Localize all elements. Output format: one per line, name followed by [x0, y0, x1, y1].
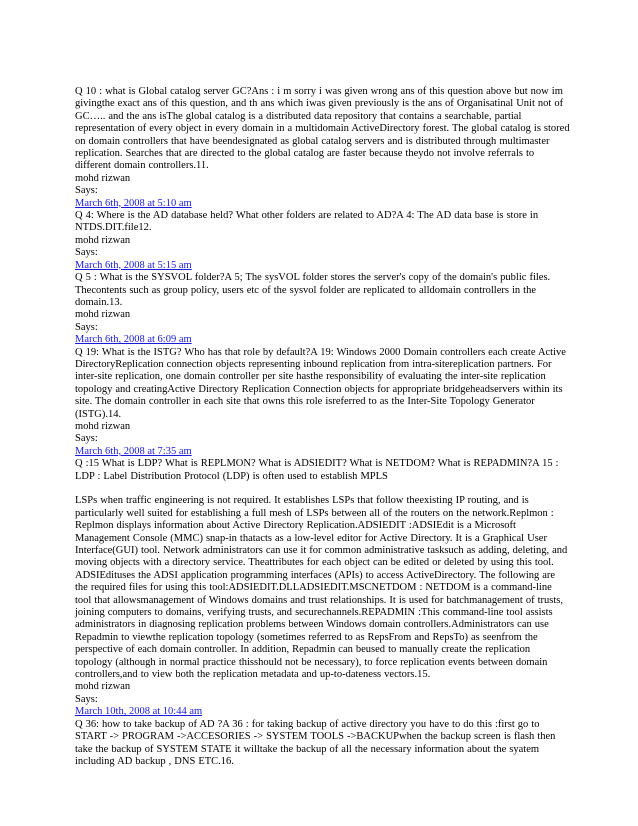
comment-date-link[interactable]: March 6th, 2008 at 5:10 am — [75, 197, 192, 209]
entry-q19 — [75, 347, 570, 459]
comment-date-link[interactable]: March 6th, 2008 at 5:15 am — [75, 259, 192, 271]
entry-q5 — [75, 272, 570, 346]
paragraph-gap — [75, 483, 570, 495]
entry-q15 — [75, 458, 570, 719]
says-label: Says: — [75, 693, 98, 705]
comment-date-link[interactable]: March 6th, 2008 at 7:35 am — [75, 445, 192, 457]
says-label: Says: — [75, 185, 98, 197]
author-name: mohd rizwan — [75, 420, 131, 432]
entry-text: Q 19: What is the ISTG? Who has that role by default?A 19: Windows 2000 Domain controllers each create Active DirectoryReplication connection objects representing inbound replication from intra-sitereplication partners. For inter-site replication, one domain controller per site hasthe responsibility of evaluating the inter-site replication topology and creatingActive Directory Replication Connection objects for appropriate bridgeheadservers within its site. The domain controller in each site that owns this role isreferred to as the Inter-Site Topology Generator (ISTG).14. — [75, 346, 566, 420]
comment-date-link[interactable]: March 6th, 2008 at 6:09 am — [75, 334, 192, 346]
entry-q4 — [75, 210, 570, 272]
author-name: mohd rizwan — [75, 172, 131, 184]
entry-text: Q 5 : What is the SYSVOL folder?A 5; The sysVOL folder stores the server's copy of the domain's public files. Thecontents such as group policy, users etc of the sysvol folder are replicated to alldomain controllers in the domain.13. — [75, 272, 551, 308]
entry-text: Q 4: Where is the AD database held? What other folders are related to AD?A 4: The AD data base is store in NTDS.DIT.file12. — [75, 210, 539, 234]
entry-text: LSPs when traffic engineering is not required. It establishes LSPs that follow theexisting IP routing, and is particularly well suited for establishing a full mesh of LSPs between all of the routers on the network.Replmon : Replmon displays information about Active Directory Replication.ADSIEDIT :ADSIEdit is a Microsoft Management Console (MMC) snap-in thatacts as a low-level editor for Active Directory. It is a Graphical User Interface(GUI) tool. Network administrators can use it for common administrative tasksuch as adding, deleting, and moving objects with a directory service. Theattributes for each object can be edited or deleted by using this tool. ADSIEdituses the ADSI application programming interfaces (APIs) to access ActiveDirectory. The following are the required files for using this tool:ADSIEDIT.DLLADSIEDIT.MSCNETDOM : NETDOM is a command-line tool that allowsmanagement of Windows domains and trust relationships. It is used for batchmanagement of trusts, joining computers to domains, verifying trusts, and securechannels.REPADMIN :This command-line tool assists administrators in diagnosing replication problems between Windows domain controllers.Administrators can use Repadmin to viewthe replication topology (sometimes referred to as RepsFrom and RepsTo) as seenfrom the perspective of each domain controller. In addition, Repadmin can beused to manually create the replication topology (although in normal practice thisshould not be necessary), to force replication events between domain controllers,and to view both the replication metadata and up-to-dateness vectors.15. — [75, 495, 568, 681]
entry-text: Q :15 What is LDP? What is REPLMON? What is ADSIEDIT? What is NETDOM? What is REPADMIN?A 15 : LDP : Label Distribution Protocol (LDP) is often used to establish MPLS — [75, 458, 559, 482]
says-label: Says: — [75, 247, 98, 259]
says-label: Says: — [75, 433, 98, 445]
entry-q10 — [75, 86, 570, 210]
entry-q36 — [75, 719, 570, 769]
comment-date-link[interactable]: March 10th, 2008 at 10:44 am — [75, 706, 203, 718]
says-label: Says: — [75, 321, 98, 333]
entry-text: Q 10 : what is Global catalog server GC?Ans : i m sorry i was given wrong ans of this question above but now im givingthe exact ans of this question, and th ans which iwas given previously is the ans of Organisatinal Unit not of GC….. and the ans isThe global catalog is a distributed data repository that contains a searchable, partial representation of every object in every domain in a multidomain ActiveDirectory forest. The global catalog is stored on domain controllers that have beendesignated as global catalog servers and is distributed through multimaster replication. Searches that are directed to the global catalog are faster because theydo not involve referrals to different domain controllers.11. — [75, 86, 570, 172]
entry-text: Q 36: how to take backup of AD ?A 36 : for taking backup of active directory you have to do this :first go to START -> PROGRAM ->ACCESORIES -> SYSTEM TOOLS ->BACKUPwhen the backup screen is flash then take the backup of SYSTEM STATE it willtake the backup of all the necessary information about the syatem including AD backup , DNS ETC.16. — [75, 718, 556, 767]
author-name: mohd rizwan — [75, 681, 131, 693]
document-body — [75, 86, 570, 768]
author-name: mohd rizwan — [75, 234, 131, 246]
author-name: mohd rizwan — [75, 309, 131, 321]
